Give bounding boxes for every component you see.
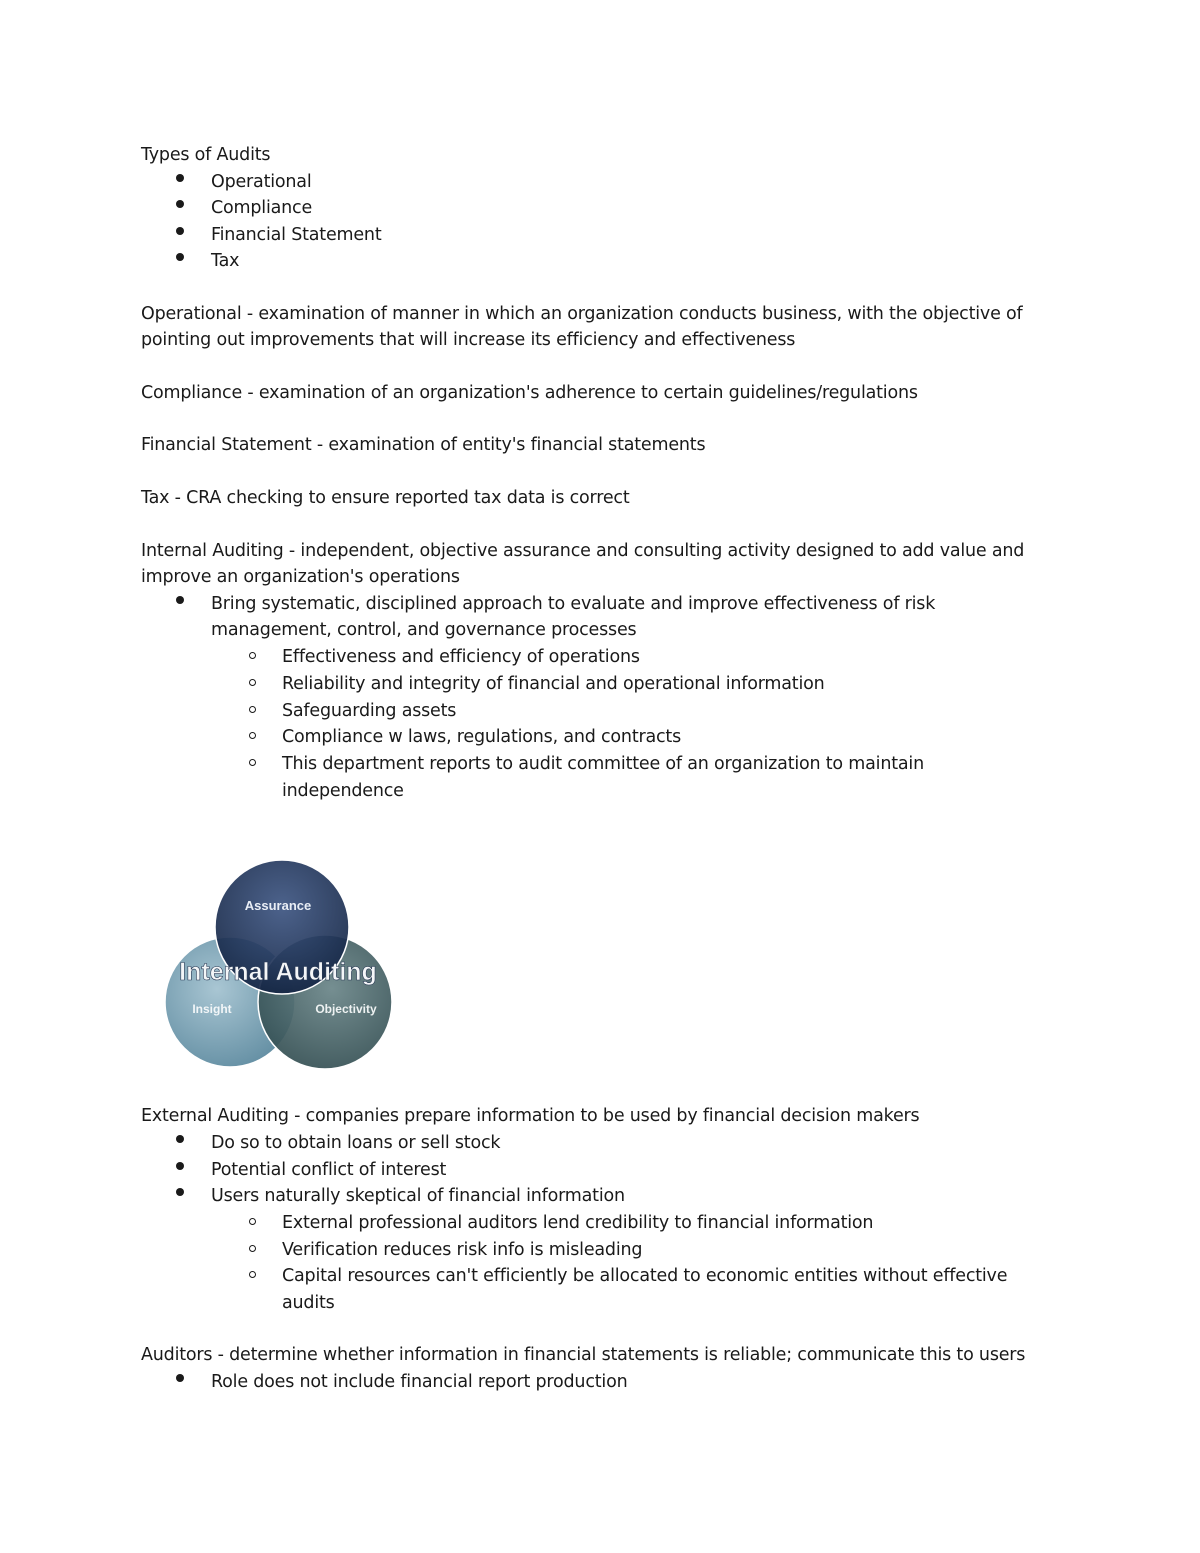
- bullet-dot: [176, 1374, 184, 1382]
- operational-definition-line1: Operational - examination of manner in which an organization conducts business, with the objective of: [141, 304, 1023, 324]
- auditors-heading: Auditors - determine whether information in financial statements is reliable; communicate this to users: [141, 1345, 1026, 1365]
- bullet-dot: [176, 1162, 184, 1170]
- internal-sub-item-4: Compliance w laws, regulations, and contracts: [282, 727, 682, 747]
- external-sub-item-2: Verification reduces risk info is misleading: [282, 1240, 643, 1260]
- types-item-operational: Operational: [211, 172, 312, 192]
- internal-bullet-line2: management, control, and governance processes: [211, 620, 637, 640]
- internal-sub-item-5-line2: independence: [282, 781, 404, 801]
- internal-auditing-definition-line1: Internal Auditing - independent, objective assurance and consulting activity designed to add value and: [141, 541, 1025, 561]
- bullet-dot: [176, 253, 184, 261]
- internal-sub-item-1: Effectiveness and efficiency of operations: [282, 647, 640, 667]
- internal-sub-item-2: Reliability and integrity of financial and operational information: [282, 674, 825, 694]
- bullet-dot: [176, 227, 184, 235]
- sub-bullet-circle: [249, 679, 256, 686]
- types-item-financial-statement: Financial Statement: [211, 225, 382, 245]
- sub-bullet-circle: [249, 652, 256, 659]
- bullet-dot: [176, 1188, 184, 1196]
- compliance-definition: Compliance - examination of an organization's adherence to certain guidelines/regulations: [141, 383, 918, 403]
- external-bullet-1: Do so to obtain loans or sell stock: [211, 1133, 501, 1153]
- bullet-dot: [176, 174, 184, 182]
- types-item-compliance: Compliance: [211, 198, 313, 218]
- types-heading: Types of Audits: [141, 145, 271, 165]
- external-sub-item-3-line1: Capital resources can't efficiently be allocated to economic entities without effective: [282, 1266, 1008, 1286]
- external-bullet-3: Users naturally skeptical of financial information: [211, 1186, 625, 1206]
- tax-definition: Tax - CRA checking to ensure reported tax data is correct: [141, 488, 630, 508]
- financial-statement-definition: Financial Statement - examination of entity's financial statements: [141, 435, 706, 455]
- internal-auditing-definition-line2: improve an organization's operations: [141, 567, 460, 587]
- internal-auditing-venn-diagram: [160, 852, 400, 1074]
- venn-label-assurance: Assurance: [244, 898, 312, 913]
- internal-sub-item-3: Safeguarding assets: [282, 701, 457, 721]
- types-item-tax: Tax: [211, 251, 240, 271]
- venn-label-objectivity: Objectivity: [315, 1002, 377, 1016]
- venn-title: Internal Auditing: [179, 958, 377, 986]
- sub-bullet-circle: [249, 1271, 256, 1278]
- operational-definition-line2: pointing out improvements that will increase its efficiency and effectiveness: [141, 330, 796, 350]
- external-auditing-heading: External Auditing - companies prepare information to be used by financial decision makers: [141, 1106, 920, 1126]
- bullet-dot: [176, 596, 184, 604]
- sub-bullet-circle: [249, 1245, 256, 1252]
- external-sub-item-1: External professional auditors lend credibility to financial information: [282, 1213, 874, 1233]
- bullet-dot: [176, 200, 184, 208]
- sub-bullet-circle: [249, 706, 256, 713]
- internal-bullet-line1: Bring systematic, disciplined approach to evaluate and improve effectiveness of risk: [211, 594, 936, 614]
- sub-bullet-circle: [249, 1218, 256, 1225]
- internal-sub-item-5-line1: This department reports to audit committee of an organization to maintain: [282, 754, 924, 774]
- venn-label-insight: Insight: [192, 1002, 232, 1016]
- external-sub-item-3-line2: audits: [282, 1293, 335, 1313]
- bullet-dot: [176, 1135, 184, 1143]
- sub-bullet-circle: [249, 732, 256, 739]
- sub-bullet-circle: [249, 759, 256, 766]
- external-bullet-2: Potential conflict of interest: [211, 1160, 447, 1180]
- auditors-bullet-1: Role does not include financial report production: [211, 1372, 628, 1392]
